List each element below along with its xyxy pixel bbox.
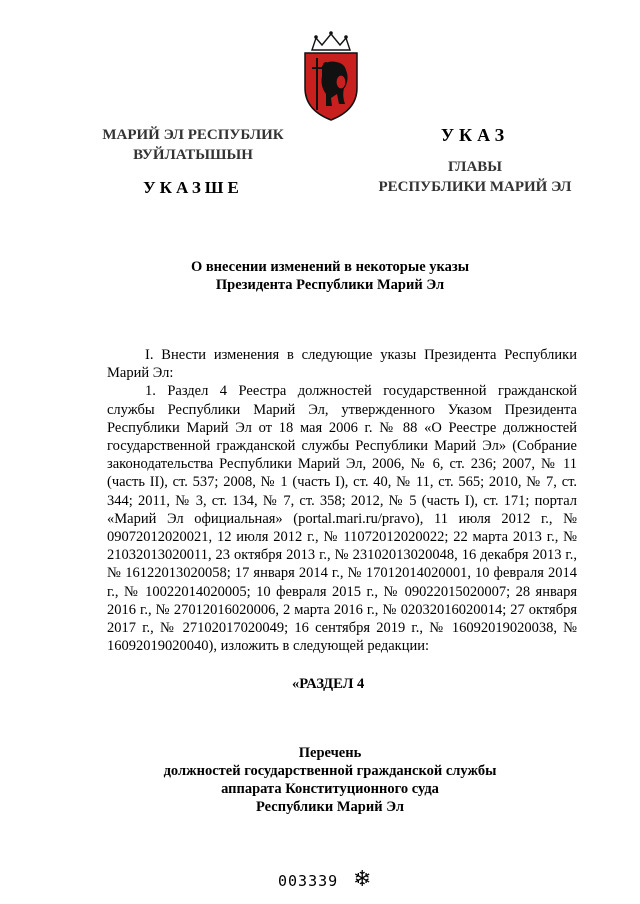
- list-title-line1: Перечень: [298, 745, 362, 761]
- title-line2: Президента Республики Марий Эл: [215, 277, 445, 293]
- coat-of-arms-icon: [298, 30, 364, 122]
- body-paragraph-2: 1. Раздел 4 Реестра должностей государственной гражданской службы Республики Марий Эл, утвержденного Указом Президента Республики Марий Эл от 18 мая 2006 г. № 88 «О Реестре должностей государственной гражданской службы Республики Марий Эл» (Собрание законодательства Республики Марий Эл, 2006, № 6, ст. 236; 2007, № 11 (часть II), ст. 537; 2008, № 1 (часть I), ст. 40, № 11, ст. 565; 2010, № 7, ст. 344; 2011, № 3, ст. 134, № 7, ст. 358; 2012, № 5 (часть I), ст. 171; портал «Марий Эл официальная» (portal.mari.ru/pravo), 11 июля 2012 г., № 09072012020021, 12 июля 2012 г., № 11072012020022; 22 марта 2013 г., № 21032013020011, 23 октября 2013 г., № 23102013020048, 16 декабря 2013 г., № 16122013020058; 17 января 2014 г., № 17012014020001, 10 февраля 2014 г., № 10022014020005; 10 февраля 2015 г., № 09022015020007; 28 января 2016 г., № 27012016020006, 2 марта 2016 г., № 02032016020014; 27 октября 2017 г., № 27102017020049; 16 сентября 2019 г., № 16092019020038, № 16092019020040), изложить в следующей редакции:: [107, 383, 577, 655]
- header-left-line1: МАРИЙ ЭЛ РЕСПУБЛИК: [102, 127, 284, 143]
- document-body: [107, 346, 577, 655]
- list-title-line3: аппарата Конституционного суда: [221, 781, 439, 797]
- document-number: 003339: [278, 872, 339, 890]
- snowflake-icon: ❄: [353, 866, 372, 891]
- list-title-line2: должностей государственной гражданской службы: [163, 763, 497, 779]
- header-right-line1: УКАЗ: [440, 125, 510, 145]
- list-title-line4: Республики Марий Эл: [256, 799, 404, 815]
- title-line1: О внесении изменений в некоторые указы: [190, 259, 470, 275]
- list-title: [120, 744, 540, 816]
- section-heading: «РАЗДЕЛ 4: [292, 676, 365, 692]
- header-left-line2: ВУЙЛАТЫШЫН: [133, 147, 253, 163]
- document-title: [120, 258, 540, 294]
- header-right-line3: РЕСПУБЛИКИ МАРИЙ ЭЛ: [378, 179, 572, 195]
- header-right-line2: ГЛАВЫ: [447, 159, 503, 175]
- body-paragraph-1: I. Внести изменения в следующие указы Президента Республики Марий Эл:: [107, 347, 577, 382]
- header-left-line3: УКАЗШЕ: [143, 178, 243, 197]
